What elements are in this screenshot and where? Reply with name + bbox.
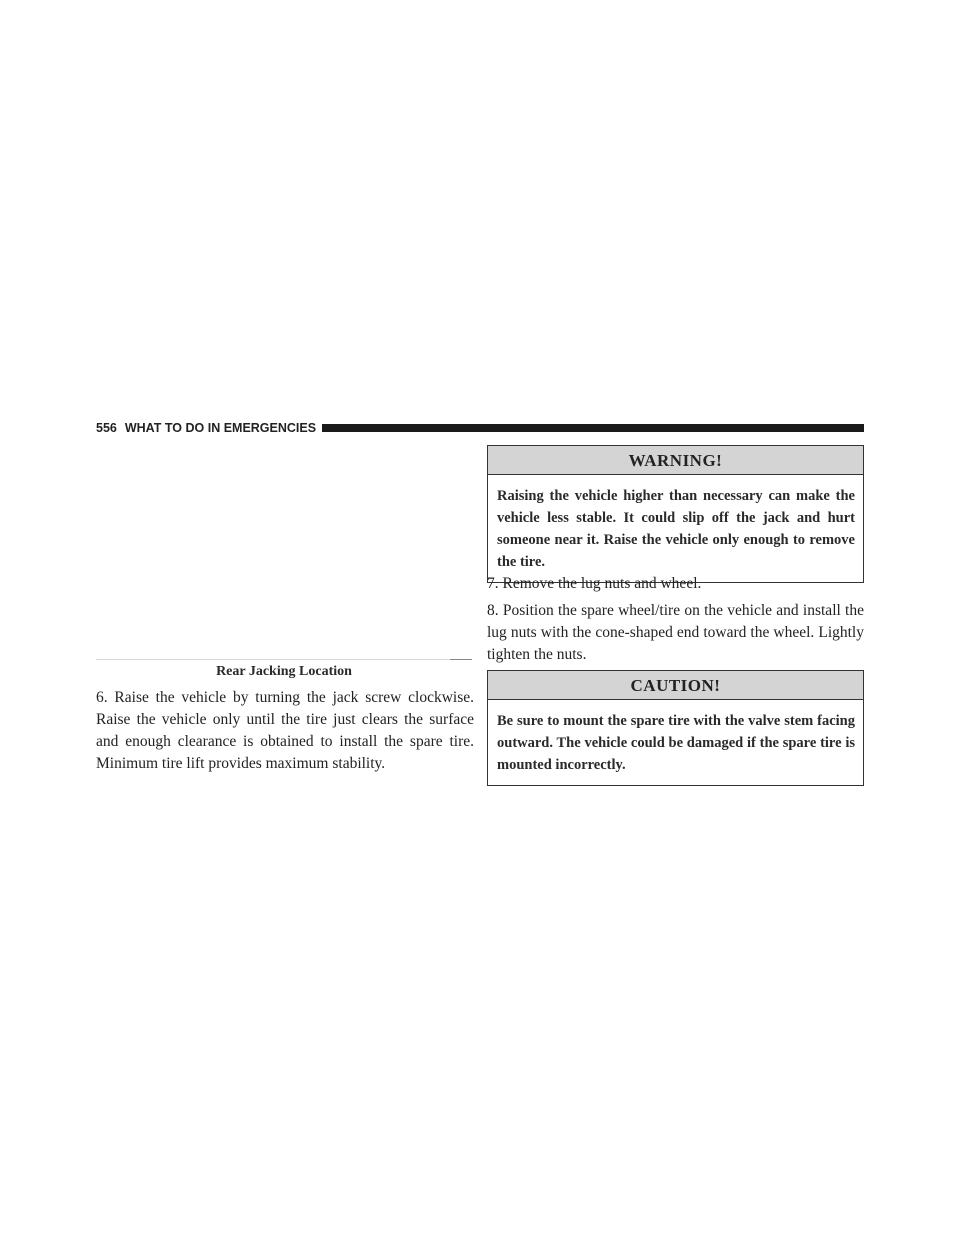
figure-divider-accent xyxy=(450,659,472,660)
warning-title: WARNING! xyxy=(488,446,863,475)
figure-caption: Rear Jacking Location xyxy=(216,664,352,679)
page-number: 556 xyxy=(96,421,117,435)
step-6-text: 6. Raise the vehicle by turning the jack screw clockwise. Raise the vehicle only until the tire just clears the surface and enough clearance is obtained to install the spare tire. Minimum tire lift provides maximum stability. xyxy=(96,689,474,772)
caution-text: Be sure to mount the spare tire with the valve stem facing outward. The vehicle could be damaged if the spare tire is mounted incorrectly. xyxy=(497,713,855,773)
caution-title: CAUTION! xyxy=(488,671,863,700)
figure-divider xyxy=(96,659,472,660)
warning-text: Raising the vehicle higher than necessary can make the vehicle less stable. It could slip off the jack and hurt someone near it. Raise the vehicle only enough to remove the tire. xyxy=(497,488,855,570)
header-rule xyxy=(322,424,864,432)
step-8-text: 8. Position the spare wheel/tire on the vehicle and install the lug nuts with the cone-shaped end toward the wheel. Lightly tighten the nuts. xyxy=(487,602,864,663)
figure-image-area xyxy=(96,446,474,658)
caution-box xyxy=(487,670,864,786)
section-title: WHAT TO DO IN EMERGENCIES xyxy=(124,421,317,435)
page-header xyxy=(96,418,864,438)
step-7-text: 7. Remove the lug nuts and wheel. xyxy=(487,575,702,592)
warning-box xyxy=(487,445,864,583)
